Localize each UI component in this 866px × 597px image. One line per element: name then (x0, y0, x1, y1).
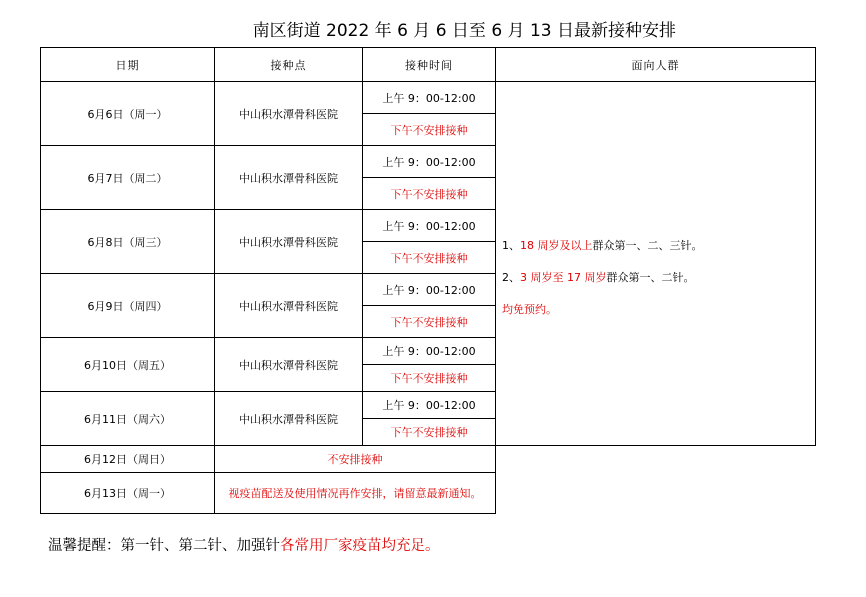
pending-notice-cell: 视疫苗配送及使用情况再作安排，请留意最新通知。 (215, 473, 496, 514)
header-time: 接种时间 (363, 48, 496, 82)
date-cell: 6月12日（周日） (41, 446, 215, 473)
reminder-text: 温馨提醒：第一针、第二针、加强针 (48, 538, 280, 554)
pm-time-cell: 下午不安排接种 (363, 114, 496, 146)
reminder-notice (48, 534, 440, 555)
date-cell: 6月8日（周三） (41, 210, 215, 274)
pm-time-cell: 下午不安排接种 (363, 178, 496, 210)
am-time-cell: 上午 9：00-12:00 (363, 82, 496, 114)
date-cell: 6月7日（周二） (41, 146, 215, 210)
pm-time-cell: 下午不安排接种 (363, 419, 496, 446)
table-header-row (41, 48, 816, 82)
am-time-cell: 上午 9：00-12:00 (363, 338, 496, 365)
table-row (41, 446, 816, 473)
date-cell: 6月10日（周五） (41, 338, 215, 392)
header-date: 日期 (41, 48, 215, 82)
date-cell: 6月6日（周一） (41, 82, 215, 146)
am-time-cell: 上午 9：00-12:00 (363, 210, 496, 242)
page-title: 南区街道 2022 年 6 月 6 日至 6 月 13 日最新接种安排 (252, 21, 676, 41)
site-cell: 中山积水潭骨科医院 (215, 338, 363, 392)
audience-line-1: 1、18 周岁及以上群众第一、二、三针。 (502, 238, 703, 252)
table-row (41, 473, 816, 514)
schedule-table (40, 47, 816, 514)
audience-cell (496, 82, 816, 446)
header-site: 接种点 (215, 48, 363, 82)
pm-time-cell: 下午不安排接种 (363, 242, 496, 274)
site-cell: 中山积水潭骨科医院 (215, 146, 363, 210)
audience-line-2: 2、3 周岁至 17 周岁群众第一、二针。 (502, 270, 695, 284)
no-vaccination-cell: 不安排接种 (215, 446, 496, 473)
date-cell: 6月11日（周六） (41, 392, 215, 446)
am-time-cell: 上午 9：00-12:00 (363, 146, 496, 178)
site-cell: 中山积水潭骨科医院 (215, 210, 363, 274)
date-cell: 6月13日（周一） (41, 473, 215, 514)
reminder-highlight: 各常用厂家疫苗均充足。 (280, 538, 440, 554)
site-cell: 中山积水潭骨科医院 (215, 82, 363, 146)
am-time-cell: 上午 9：00-12:00 (363, 274, 496, 306)
site-cell: 中山积水潭骨科医院 (215, 274, 363, 338)
date-cell: 6月9日（周四） (41, 274, 215, 338)
am-time-cell: 上午 9：00-12:00 (363, 392, 496, 419)
audience-line-3: 均免预约。 (502, 302, 557, 316)
pm-time-cell: 下午不安排接种 (363, 306, 496, 338)
pm-time-cell: 下午不安排接种 (363, 365, 496, 392)
table-row (41, 82, 816, 114)
header-audience: 面向人群 (496, 48, 816, 82)
site-cell: 中山积水潭骨科医院 (215, 392, 363, 446)
